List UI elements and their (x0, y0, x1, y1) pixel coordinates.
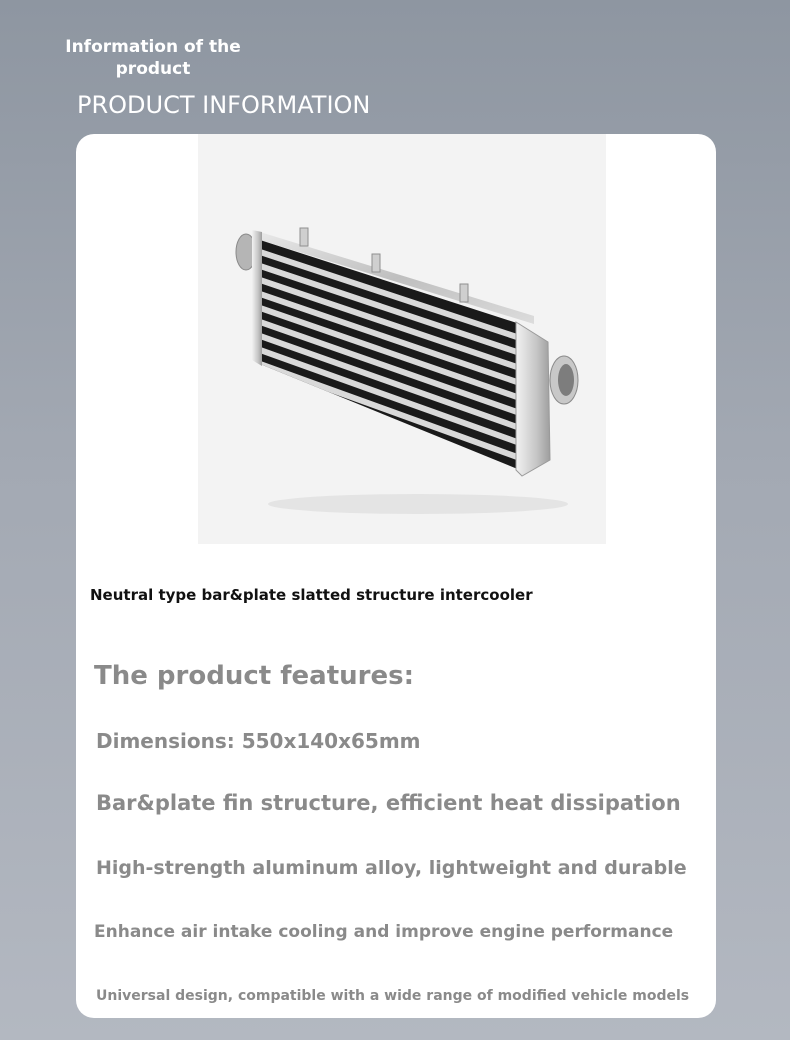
feature-dimensions: Dimensions: 550x140x65mm (96, 729, 421, 753)
feature-air-intake-cooling: Enhance air intake cooling and improve engine performance (94, 922, 674, 942)
feature-aluminum-alloy: High-strength aluminum alloy, lightweight and durable (96, 857, 687, 879)
features-title: The product features: (94, 661, 414, 691)
product-caption: Neutral type bar&plate slatted structure intercooler (90, 586, 533, 604)
header-title-main: PRODUCT INFORMATION (77, 91, 371, 119)
feature-fin-structure: Bar&plate fin structure, efficient heat dissipation (96, 791, 681, 815)
product-photo (198, 134, 606, 544)
intercooler-image (198, 134, 606, 544)
feature-universal-design: Universal design, compatible with a wide range of modified vehicle models (96, 988, 690, 1004)
header-title-top: Information of the product (65, 37, 241, 79)
product-card (76, 134, 716, 1018)
